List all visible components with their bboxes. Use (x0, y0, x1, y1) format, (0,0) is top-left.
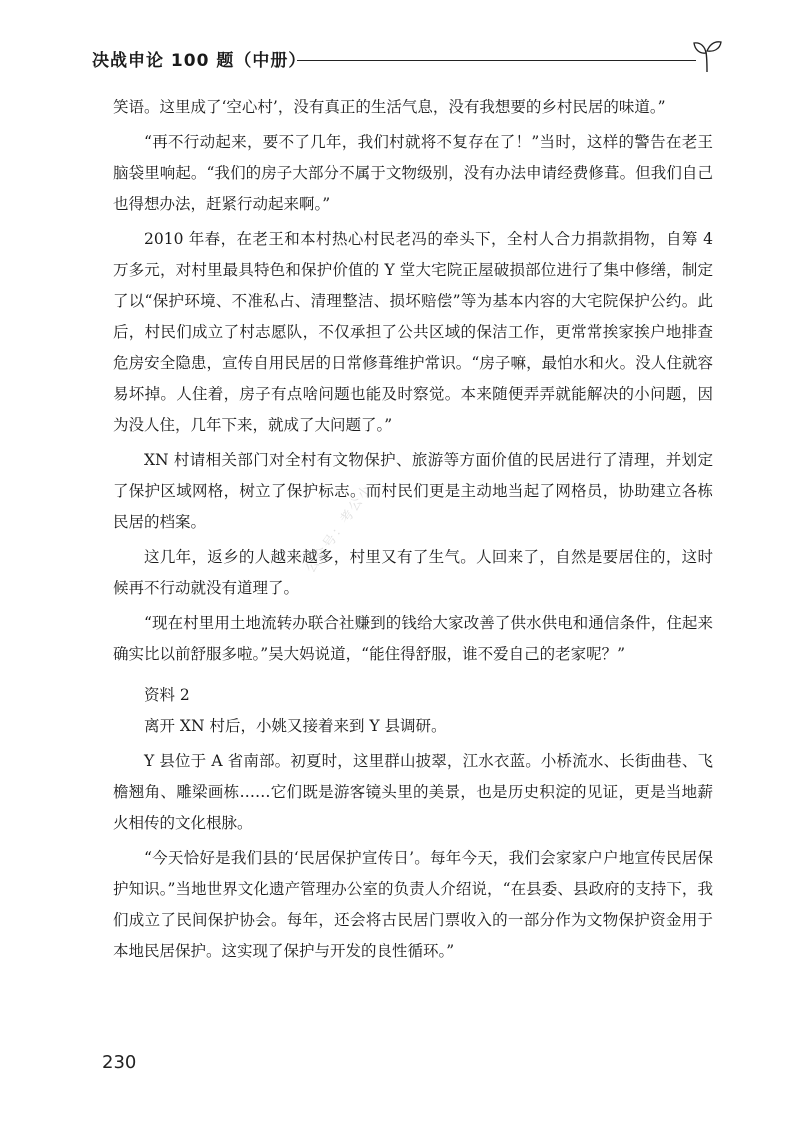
section-heading: 资料 2 (144, 686, 190, 704)
paragraph: 离开 XN 村后，小姚又接着来到 Y 县调研。 (144, 717, 447, 735)
sprout-icon (692, 38, 722, 74)
paragraph: 笑语。这里成了‘空心村’，没有真正的生活气息，没有我想要的乡村民居的味道。” (113, 98, 666, 116)
header-rule (297, 60, 696, 61)
paragraph: 2010 年春，在老王和本村热心村民老冯的牵头下，全村人合力捐款捐物，自筹 4 万多元，对村里最具特色和保护价值的 Y 堂大宅院正屋破损部位进行了集中修缮，制定了以“保护环境、不准私占、清理整洁、损坏赔偿”等为基本内容的大宅院保护公约。此后，村民们成立了村志愿队，不仅承担了公共区域的保洁工作，更常常挨家挨户地排查危房安全隐患，宣传自用民居的日常修葺维护常识。“房子嘛，最怕水和火。没人住就容易坏掉。人住着，房子有点啥问题也能及时察觉。本来随便弄弄就能解决的小问题，因为没人住，几年下来，就成了大问题了。” (113, 230, 713, 434)
paragraph: 这几年，返乡的人越来越多，村里又有了生气。人回来了，自然是要居住的，这时候再不行动就没有道理了。 (113, 548, 713, 597)
page-number: 230 (102, 1052, 137, 1073)
watermark: 公众号：考公小 (303, 481, 376, 576)
page-header (92, 38, 722, 78)
book-title: 决战申论 100 题（中册） (92, 51, 307, 71)
paragraph: XN 村请相关部门对全村有文物保护、旅游等方面价值的民居进行了清理，并划定了保护区域网格，树立了保护标志。而村民们更是主动地当起了网格员，协助建立各栋民居的档案。 (113, 451, 713, 531)
paragraph: “今天恰好是我们县的‘民居保护宣传日’。每年今天，我们会家家户户地宣传民居保护知识。”当地世界文化遗产管理办公室的负责人介绍说，“在县委、县政府的支持下，我们成立了民间保护协会。每年，还会将古民居门票收入的一部分作为文物保护资金用于本地民居保护。这实现了保护与开发的良性循环。” (113, 849, 713, 960)
paragraph: “再不行动起来，要不了几年，我们村就将不复存在了！”当时，这样的警告在老王脑袋里响起。“我们的房子大部分不属于文物级别，没有办法申请经费修葺。但我们自己也得想办法，赶紧行动起来啊。” (113, 133, 713, 213)
paragraph: Y 县位于 A 省南部。初夏时，这里群山披翠，江水衣蓝。小桥流水、长街曲巷、飞檐翘角、雕梁画栋……它们既是游客镜头里的美景，也是历史积淀的见证，更是当地薪火相传的文化根脉。 (113, 752, 713, 832)
body-text (113, 92, 713, 971)
paragraph: “现在村里用土地流转办联合社赚到的钱给大家改善了供水供电和通信条件，住起来确实比以前舒服多啦。”吴大妈说道，“能住得舒服，谁不爱自己的老家呢？” (113, 614, 713, 663)
